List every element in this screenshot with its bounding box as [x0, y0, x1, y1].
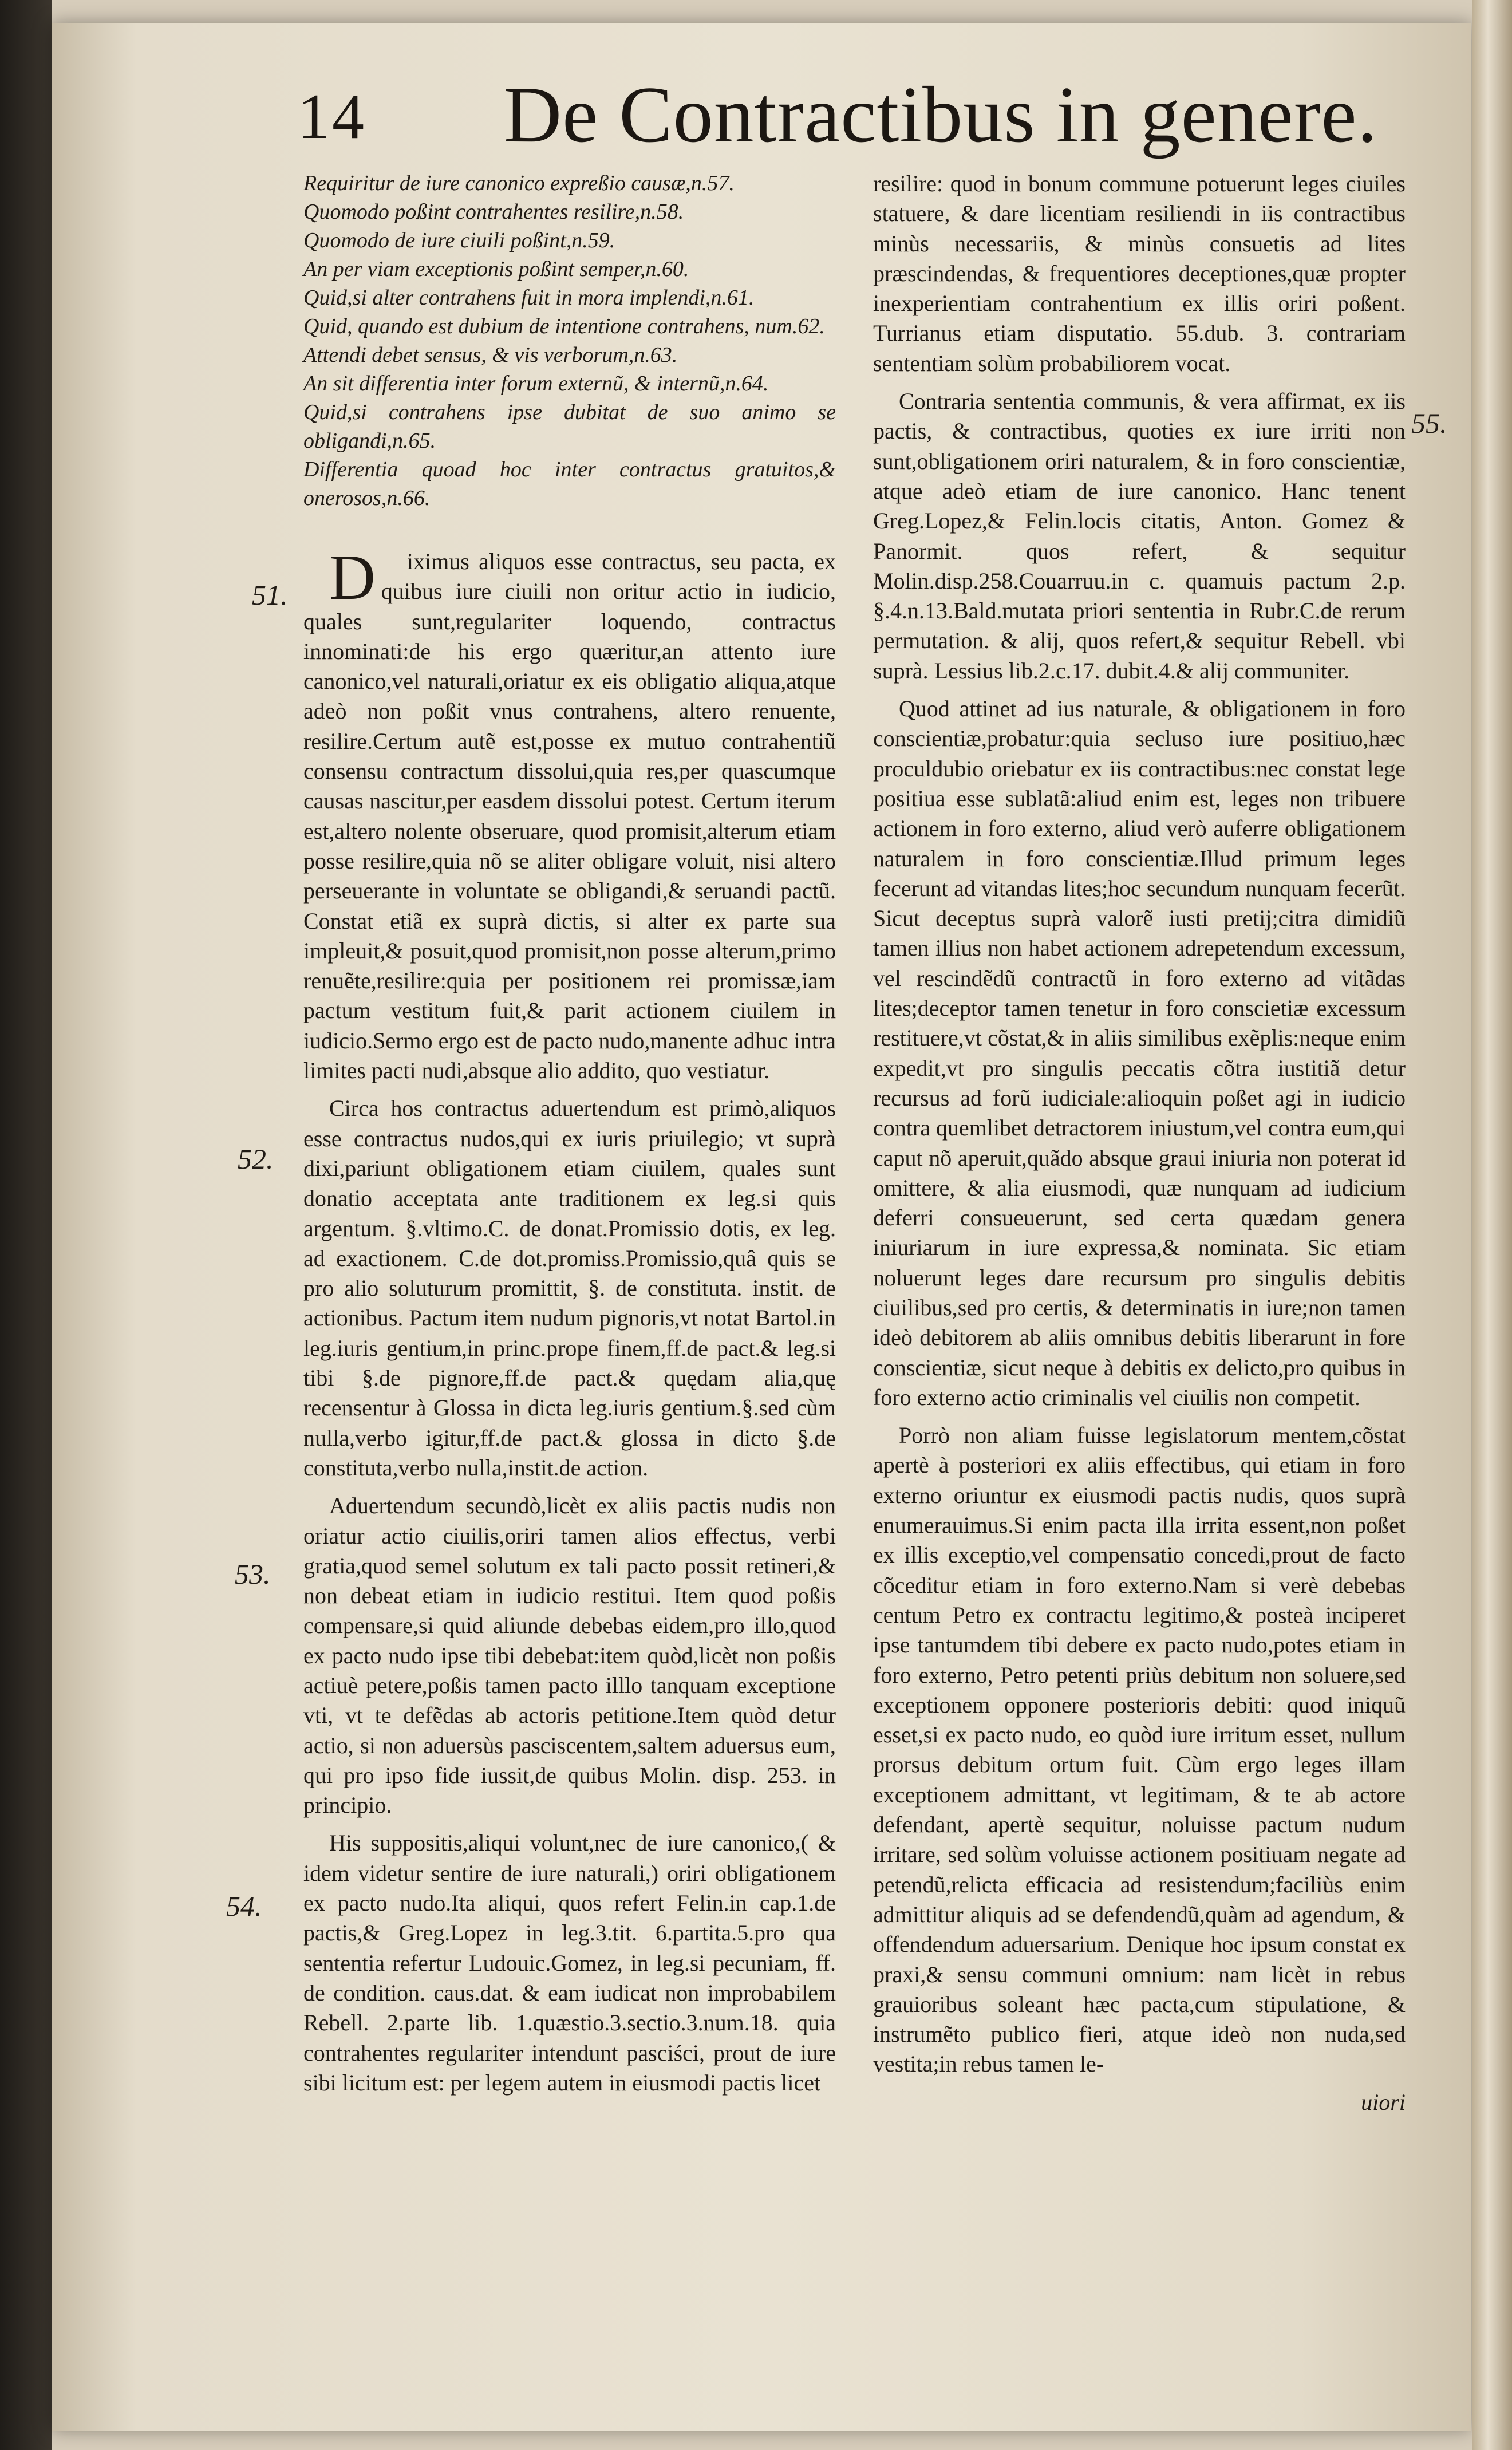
margin-number-53: 53. [235, 1558, 271, 1590]
right-column [873, 169, 1406, 2117]
summary-item: Quid,si contrahens ipse dubitat de suo animo se obligandi,n.65. [303, 400, 836, 453]
paragraph-55: Contraria sententia communis, & vera affirmat, ex iis pactis, & contractibus, quoties ex iure irriti non sunt,obligationem oriri naturalem, & in foro conscientiæ, atque adeò etiam de iure canonico. Hanc tenent Greg.Lopez,& Felin.locis citatis, Anton. Gomez & Panormit. quos refert, & sequitur Molin.disp.258.Couarruu.in c. quamuis pactum 2.p. §.4.n.13.Bald.mutata priori sententia in Rubr.C.de rerum permutation. & alij, quos refert,& sequitur Rebell. vbi suprà. Lessius lib.2.c.17. dubit.4.& alij communiter. [873, 388, 1406, 684]
summary-item: Quid, quando est dubium de intentione contrahens, num.62. [303, 314, 825, 338]
summary-item: Differentia quoad hoc inter contractus gratuitos,& onerosos,n.66. [303, 457, 836, 510]
running-title: De Contractibus in genere. [504, 70, 1378, 159]
paragraph-53: Aduertendum secundò,licèt ex aliis pactis nudis non oriatur actio ciuilis,oriri tamen alios effectus, verbi gratia,quod semel solutum ex tali pacto possit retineri,& non debeat etiam in iudicio restitui. Item quod poßis compensare,si quid aliunde debebas eidem,pro illo,quod ex pacto nudo ipse tibi debebat:item quòd,licèt non poßis actiuè petere,poßis tamen pacto illlo tanquam exceptione vti, vt te defẽdas ab actoris petitione.Item quòd detur actio, si non aduersùs pasciscentem,saltem aduersus eum, qui pro ipso fide iussit,de quibus Molin. disp. 253. in principio. [303, 1493, 836, 1818]
paragraph-52: Circa hos contractus aduertendum est primò,aliquos esse contractus nudos,qui ex iuris priuilegio; vt suprà dixi,pariunt obligationem etiam ciuilem, quales sunt donatio acceptata ante traditionem ex leg.si quis argentum. §.vltimo.C. de donat.Promissio dotis, ex leg. ad exactionem. C.de dot.promiss.Promissio,quâ quis se pro alio soluturum promittit, §. de constituta. instit. de actionibus. Pactum item nudum pignoris,vt notat Bartol.in leg.iuris gentium,in princ.prope finem,ff.de pact.& leg.si tibi §.de pignore,ff.de pact.& quędam alia,quę recensentur à Glossa in dicta leg.iuris gentium.§.sed cùm nulla,verbo igitur,ff.de pact.& glossa in dicto §.de constituta,verbo nulla,instit.de action. [303, 1095, 836, 1481]
summary-item: Quid,si alter contrahens fuit in mora implendi,n.61. [303, 286, 755, 310]
margin-number-51: 51. [252, 579, 288, 611]
summary-item: Quomodo poßint contrahentes resilire,n.58. [303, 200, 684, 224]
catchword: uiori [1361, 2089, 1406, 2115]
summary-item: Attendi debet sensus, & vis verborum,n.63. [303, 343, 678, 367]
left-column [303, 169, 836, 2106]
margin-number-55: 55. [1411, 407, 1447, 439]
paragraph-54: His suppositis,aliqui volunt,nec de iure canonico,( & idem videtur sentire de iure naturali,) oriri obligationem ex pacto nudo.Ita aliqui, quos refert Felin.in cap.1.de pactis,& Greg.Lopez in leg.3.tit. 6.partita.5.pro qua sententia refertur Ludouic.Gomez, in leg.si pecuniam, ff. de condition. caus.dat. & eam iudicat non improbabilem Rebell. 2.parte lib. 1.quæstio.3.sectio.3.num.18. quia contrahentes regulariter intendunt pasciści, prout de iure sibi licitum est: per legem autem in eiusmodi pactis licet [303, 1830, 836, 2096]
page-header [298, 69, 1378, 166]
paragraph-natural-law: Quod attinet ad ius naturale, & obligationem in foro conscientiæ,probatur:quia secluso iure positiuo,hæc proculdubio oriebatur ex iis contractibus:nec constat lege positiua esse sublatã:aliud enim est, leges non tribuere actionem in foro externo, aliud verò auferre obligationem naturalem in foro conscientiæ.Illud primum leges fecerunt ad vitandas lites;hoc secundum nunquam fecerũt. Sicut deceptus suprà valorẽ iusti pretij;citra dimidiũ tamen illius non habet actionem adrepetendum excessum, vel rescindẽdũ contractũ in foro externo ad vitãdas lites;deceptor tamen tenetur in foro conscietiæ excessum restituere,vt cõstat,& in aliis similibus exẽplis:neque enim expedit,vt pro singulis peccatis cõtra iustitiã detur recursus ad forũ iudiciale:alioquin poßet agi in iudicio contra quemlibet detractorem iniustum,vel contra eum,qui caput nõ aperuit,quãdo absque graui iniuria non poterat id omittere, & alia eiusmodi, quæ nunquam ad iudicium deferri consueuerunt, sed certa quædam genera iniuriarum in iure expressa,& nominata. Sic etiam noluerunt leges dare recursum pro singulis debitis ciuilibus,sed pro certis, & determinatis in iure;non tamen ideò debitorem ab aliis omnibus debitis liberarunt in fore conscientiæ, sicut neque à debitis ex delicto,pro quibus in foro externo actio criminalis vel ciuilis non competit. [873, 696, 1406, 1410]
paragraph-51: Diximus aliquos esse contractus, seu pacta, ex quibus iure ciuili non oritur actio in iudicio, quales sunt,regulariter loquendo, contractus innominati:de his ergo quæritur,an attento iure canonico,vel naturali,oriatur ex eis obligatio aliqua,atque adeò non poßit vnus contrahens, altero renuente, resilire.Certum autẽ est,posse ex mutuo contrahentiũ consensu contractum dissolui,quia res,per quascumque causas nascitur,per easdem dissolui potest. Certum iterum est,altero nolente obseruare, quod promisit,alterum etiam posse resilire,quia nõ se aliter obligare voluit, nisi altero perseuerante in voluntate se obligandi,& seruandi pactũ. Constat etiã ex suprà dictis, si alter ex parte sua impleuit,& posuit,quod promisit,non posse alterum,primo renuẽte,resilire:quia per positionem rei promissæ,iam pactum vestitum fuit,& parit actionem ciuilem in iudicio.Sermo ergo est de pacto nudo,manente adhuc intra limites pacti nudi,absque alio addito, quo vestiatur. [303, 542, 836, 1084]
paragraph-legislators: Porrò non aliam fuisse legislatorum mentem,cõstat apertè à posteriori ex aliis effectibus, qui etiam in foro externo oriuntur ex eiusmodi pactis nudis, quos suprà enumerauimus.Si enim pacta illa irrita essent,non poßet ex illis exceptio,vel compensatio concedi,prout de facto cõceditur etiam in foro externo.Nam si verè debebas centum Petro ex contractu legitimo,& posteà inciperet ipse tantumdem tibi debere ex pacto nudo,potes etiam in foro externo, Petro petenti priùs debitum non soluere,sed exceptionem opponere posterioris debiti: quod iniquũ esset,si ex pacto nudo, eo quòd iure irritum esset, nullum prorsus debitum ortum fuit. Cùm ergo leges illam exceptionem admittant, vt legitimam, & te ab actore defendant, apertè sequitur, noluisse pactum nudum irritare, sed solùm voluisse actionem positiuam negate ad petendũ,relicta efficacia ad resistendum;faciliùs enim admittitur aliquis ad se defendendũ,quàm ad agendum, & offendendum aduersarium. Denique hoc ipsum constat ex praxi,& sensu communi omnium: nam licèt in rebus grauioribus soleant hæc pacta,cum stipulatione, & instrumẽto publico fieri, atque ideò non nuda,sed vestita;in rebus tamen le- [873, 1422, 1406, 2077]
page-number: 14 [298, 81, 366, 152]
summary-item: Quomodo de iure ciuili poßint,n.59. [303, 228, 615, 253]
page-edges [1472, 0, 1512, 2450]
summary-list [303, 169, 836, 512]
summary-item: An per viam exceptionis poßint semper,n.60. [303, 257, 689, 281]
margin-number-52: 52. [238, 1143, 274, 1175]
margin-number-54: 54. [226, 1890, 262, 1922]
summary-item: Requiritur de iure canonico expreßio causæ,n.57. [303, 171, 735, 195]
summary-item: An sit differentia inter forum externũ, & internũ,n.64. [303, 372, 769, 396]
binding-shadow [0, 0, 52, 2450]
paragraph-continued: resilire: quod in bonum commune potuerunt leges ciuiles statuere, & dare licentiam resiliendi in iis contractibus minùs necessariis, & minùs consuetis ad lites præscindendas, & frequentiores deceptiones,quæ propter inexperientiam contrahentium ex illis oriri poßent. Turrianus etiam disputatio. 55.dub. 3. contrariam sententiam solùm probabiliorem vocat. [873, 171, 1406, 376]
